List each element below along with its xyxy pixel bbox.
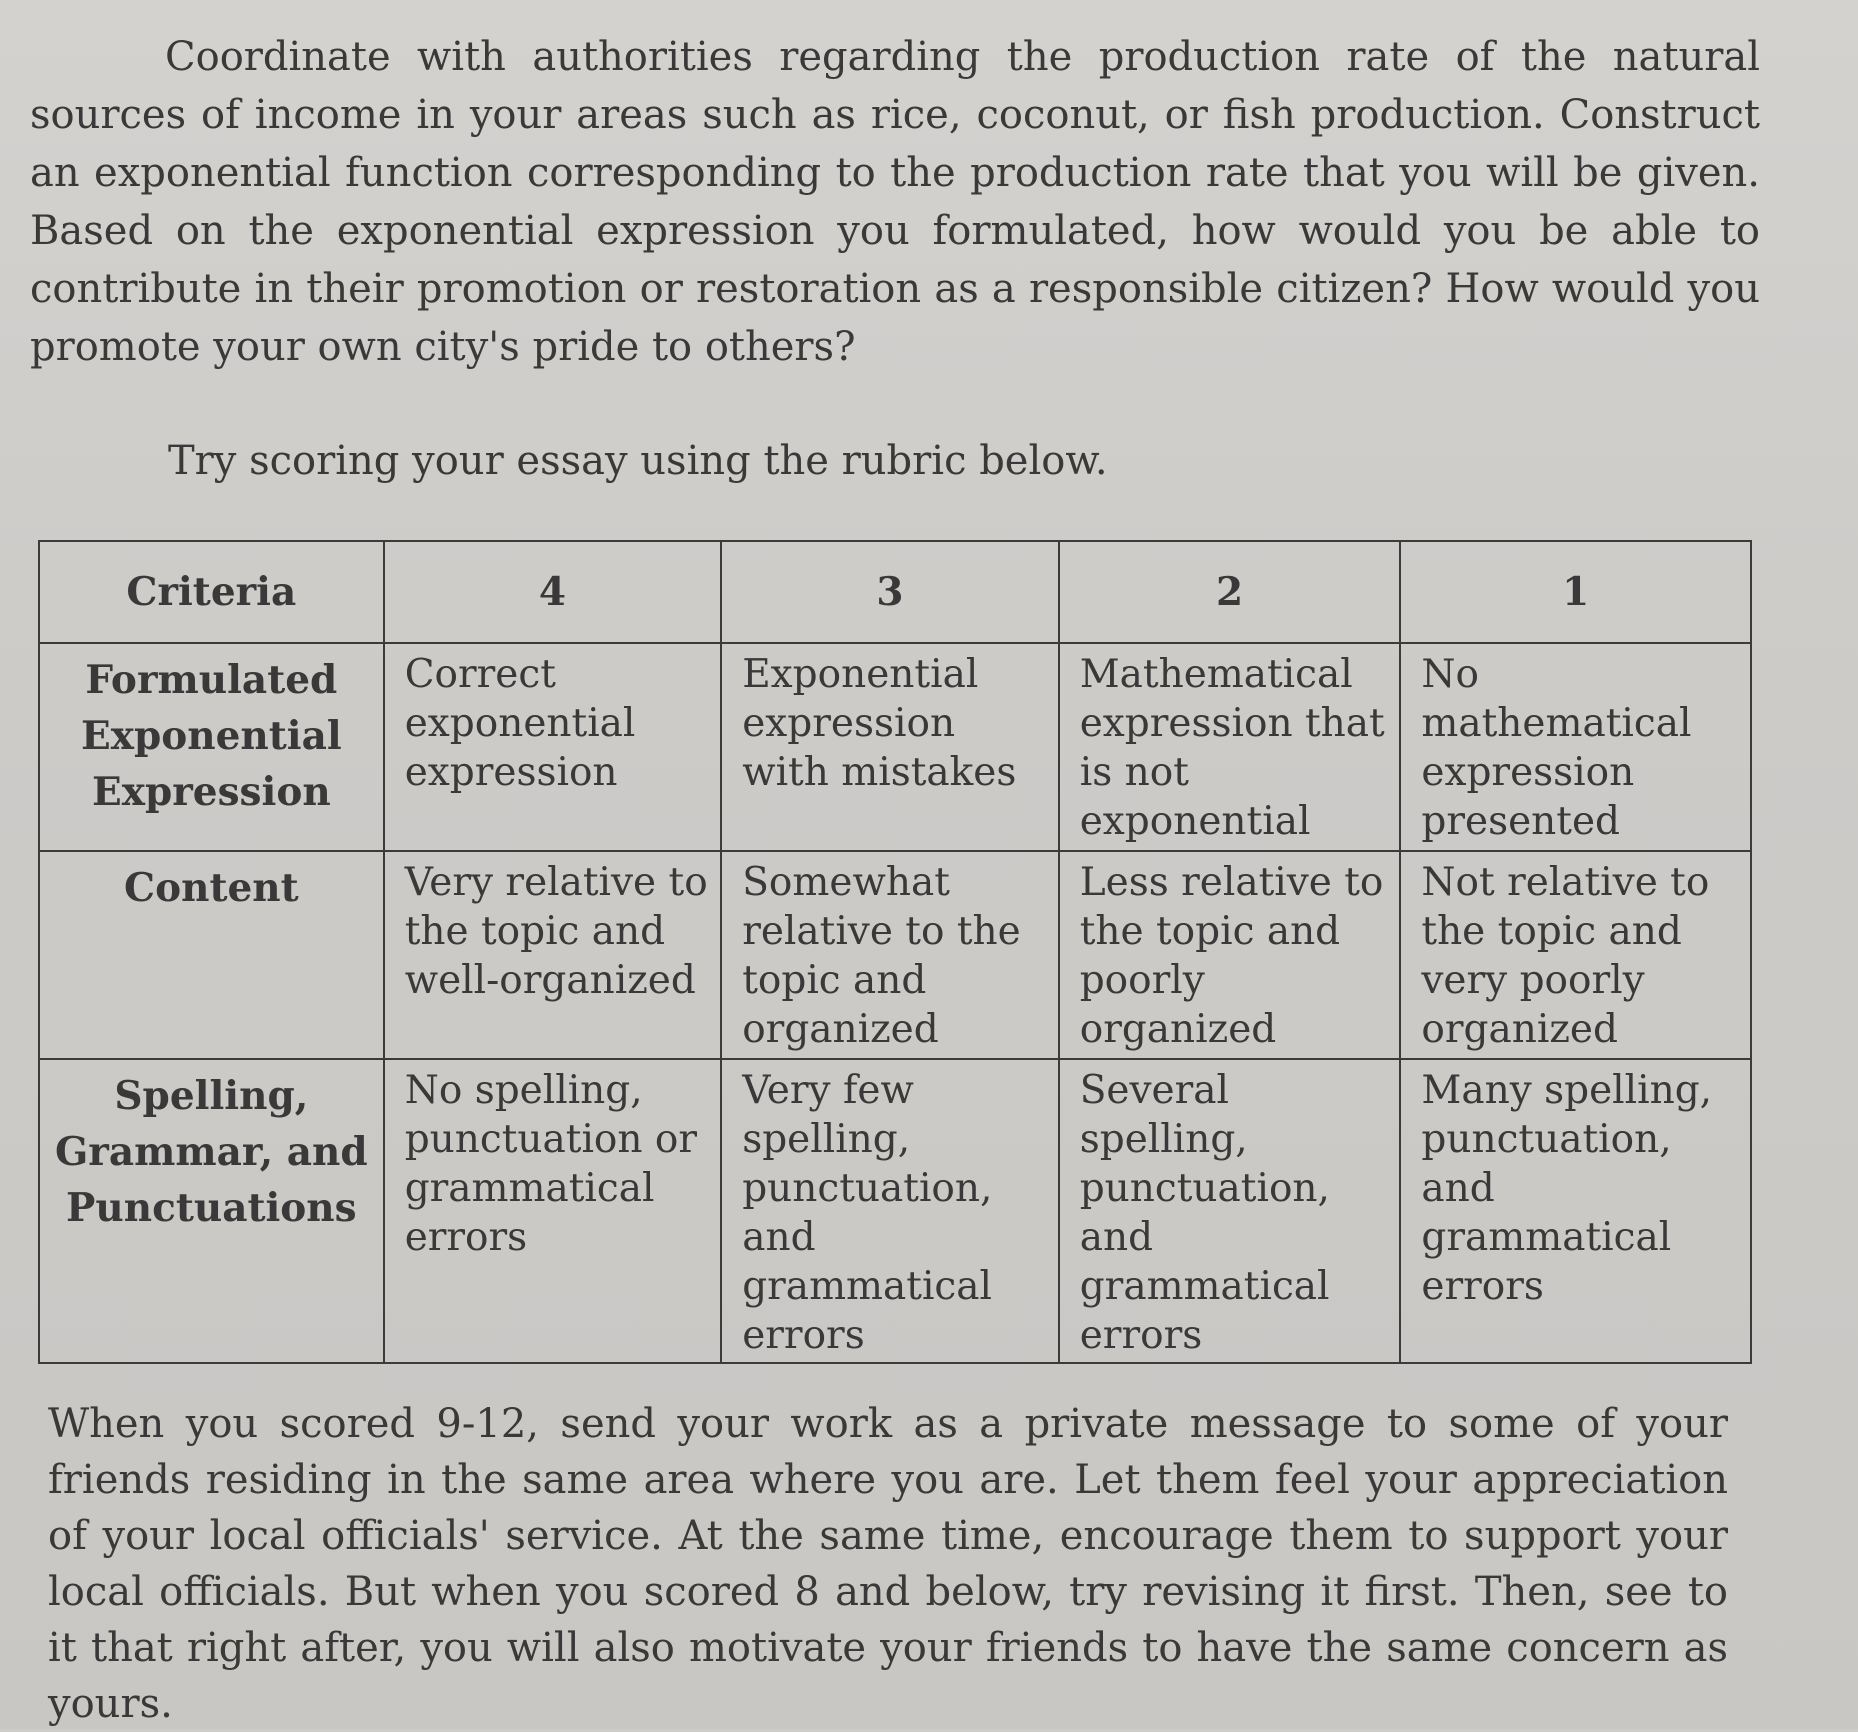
rubric-cell-score-1: Many spelling, punctuation, and grammatical errors (1400, 1059, 1751, 1363)
rubric-cell-score-4: Correct exponential expression (384, 643, 722, 851)
rubric-cell-score-1: No mathematical expression presented (1400, 643, 1751, 851)
rubric-cell-score-2: Mathematical expression that is not exponential (1059, 643, 1401, 851)
header-score-3: 3 (721, 541, 1059, 643)
rubric-cell-score-2: Several spelling, punctuation, and grammatical errors (1059, 1059, 1401, 1363)
criterion-label: Content (39, 851, 384, 1059)
rubric-cell-score-4: No spelling, punctuation or grammatical errors (384, 1059, 722, 1363)
rubric-cell-score-3: Somewhat relative to the topic and organized (721, 851, 1059, 1059)
rubric-header-row (39, 541, 1751, 643)
rubric-row-content (39, 851, 1751, 1059)
rubric-row-expression (39, 643, 1751, 851)
header-score-2: 2 (1059, 541, 1401, 643)
closing-paragraph: When you scored 9-12, send your work as a private message to some of your friends residing in the same area where you are. Let them feel your appreciation of your local officials' service. At the same time, encourage them to support your local officials. But when you scored 8 and below, try revising it first. Then, see to it that right after, you will also motivate your friends to have the same concern as yours. (48, 1401, 1728, 1727)
criterion-label: Formulated Exponential Expression (39, 643, 384, 851)
rubric-row-mechanics (39, 1059, 1751, 1363)
header-criteria: Criteria (39, 541, 384, 643)
rubric-cell-score-2: Less relative to the topic and poorly organized (1059, 851, 1401, 1059)
header-score-4: 4 (384, 541, 722, 643)
rubric-cell-score-4: Very relative to the topic and well-organized (384, 851, 722, 1059)
instructions-paragraph: Coordinate with authorities regarding the production rate of the natural sources of income in your areas such as rice, coconut, or fish production. Construct an exponential function corresponding to the production rate that you will be given. Based on the exponential expression you formulated, how would you be able to contribute in their promotion or restoration as a responsible citizen? How would you promote your own city's pride to others? (30, 34, 1760, 370)
criterion-label: Spelling, Grammar, and Punctuations (39, 1059, 384, 1363)
rubric-intro-text: Try scoring your essay using the rubric below. (168, 438, 1108, 484)
header-score-1: 1 (1400, 541, 1751, 643)
rubric-cell-score-3: Very few spelling, punctuation, and grammatical errors (721, 1059, 1059, 1363)
rubric-cell-score-3: Exponential expression with mistakes (721, 643, 1059, 851)
scoring-rubric-table (38, 540, 1752, 1364)
rubric-cell-score-1: Not relative to the topic and very poorly organized (1400, 851, 1751, 1059)
